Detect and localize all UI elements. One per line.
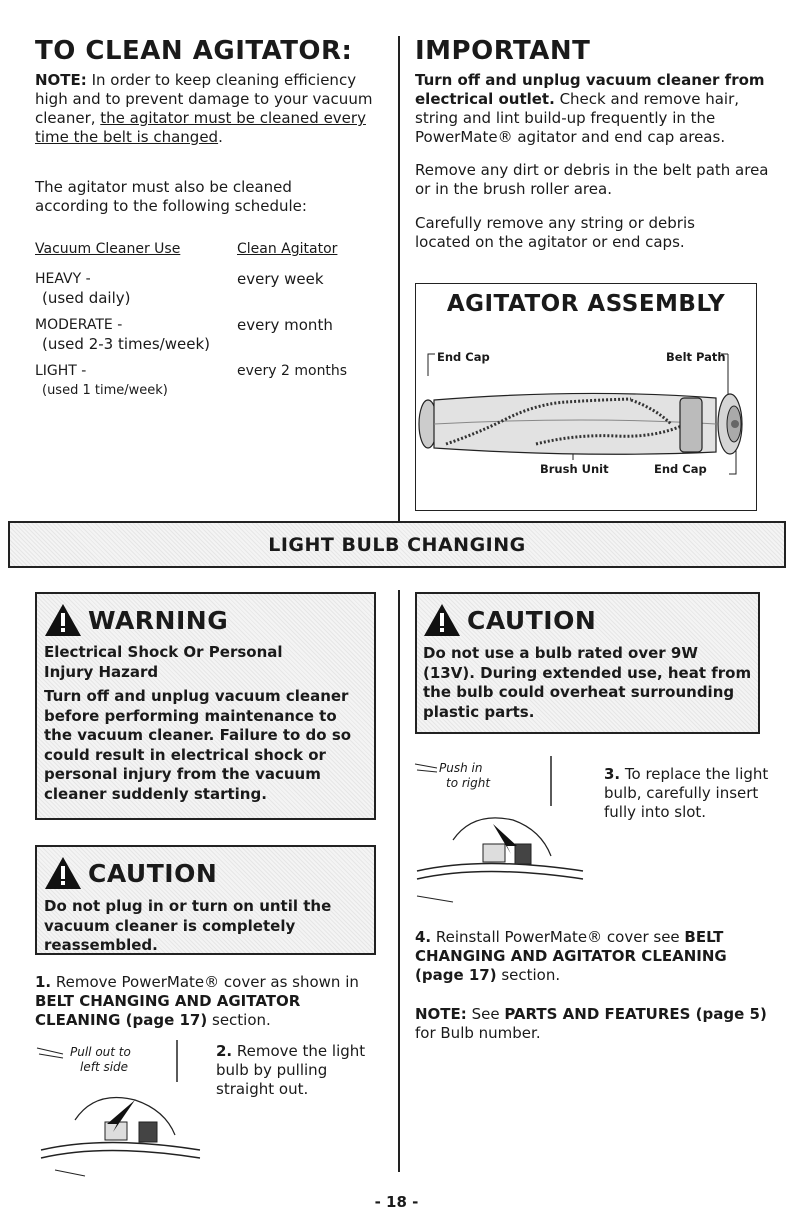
agitator-note	[35, 71, 385, 147]
caution-body: Do not plug in or turn on until the vacuum cleaner is completely reassembled.	[44, 897, 332, 954]
important-p1-text: Check and remove hair, string and lint build-up frequently in the PowerMate® agitator and end cap areas.	[415, 90, 740, 146]
step-2	[216, 1042, 376, 1099]
clean-frequency: every month	[237, 316, 333, 334]
step-2-text: Remove the light bulb by pulling straight out.	[216, 1042, 366, 1098]
caution-box-left	[35, 845, 376, 955]
important-p3: Carefully remove any string or debris located on the agitator or end caps.	[415, 214, 695, 251]
schedule-row	[35, 316, 347, 362]
column-divider-bottom	[398, 590, 400, 1172]
use-detail: (used 1 time/week)	[42, 383, 168, 398]
fig1-label-b: left side	[80, 1060, 129, 1074]
col-header-clean: Clean Agitator	[237, 241, 338, 257]
step-3-text: To replace the light bulb, carefully insert fully into slot.	[604, 765, 769, 821]
label-end-cap-right: End Cap	[654, 462, 707, 476]
page-number: - 18 -	[374, 1193, 419, 1211]
bulb-note-reference: PARTS AND FEATURES (page 5)	[504, 1005, 767, 1023]
step-3-number: 3.	[604, 765, 621, 783]
important-p1	[415, 71, 770, 147]
fig1-label-a: Pull out to	[70, 1045, 131, 1059]
step-3	[604, 765, 774, 822]
fig3-label-a: Push in	[439, 761, 483, 775]
warning-header	[44, 603, 367, 637]
use-level: LIGHT -	[35, 363, 87, 379]
agitator-title: TO CLEAN AGITATOR:	[35, 36, 353, 66]
caution-heading: CAUTION	[88, 858, 218, 888]
schedule-row	[35, 270, 347, 316]
replace-bulb-illustration	[413, 756, 585, 906]
use-detail: (used 2-3 times/week)	[42, 335, 210, 353]
remove-bulb-illustration	[35, 1040, 205, 1178]
use-detail: (used daily)	[42, 289, 131, 307]
figure-remove-bulb	[35, 1040, 205, 1178]
schedule-header-row	[35, 240, 347, 270]
step-4-end: section.	[496, 966, 561, 984]
note-underlined: the agitator must be cleaned every time the belt is changed	[35, 109, 366, 146]
important-title: IMPORTANT	[415, 36, 591, 66]
step-1-text: Remove PowerMate® cover as shown in	[51, 973, 359, 991]
column-divider-top	[398, 36, 400, 521]
figure-replace-bulb	[413, 756, 585, 906]
step-1-reference: BELT CHANGING AND AGITATOR CLEANING (page 17)	[35, 992, 301, 1029]
warning-subhead: Electrical Shock Or Personal Injury Hazard	[44, 643, 283, 681]
warning-triangle-icon	[44, 603, 82, 637]
important-p2: Remove any dirt or debris in the belt path area or in the brush roller area.	[415, 161, 769, 198]
caution-header	[44, 856, 367, 890]
assembly-title: AGITATOR ASSEMBLY	[446, 291, 726, 317]
step-1-number: 1.	[35, 973, 52, 991]
label-belt-path: Belt Path	[666, 350, 726, 364]
step-1-end: section.	[207, 1011, 271, 1029]
bulb-note	[415, 1005, 780, 1043]
schedule-intro: The agitator must also be cleaned according to the following schedule:	[35, 178, 307, 215]
step-4-text: Reinstall PowerMate® cover see	[431, 928, 685, 946]
step-1	[35, 973, 380, 1030]
warning-triangle-icon	[423, 603, 461, 637]
section-title: LIGHT BULB CHANGING	[268, 534, 526, 556]
warning-box	[35, 592, 376, 820]
agitator-assembly-box	[415, 283, 757, 511]
note-end: .	[218, 128, 223, 146]
label-end-cap-left: End Cap	[437, 350, 490, 364]
step-4-number: 4.	[415, 928, 432, 946]
note-label: NOTE:	[35, 71, 87, 89]
warning-heading: WARNING	[88, 605, 229, 635]
section-banner	[8, 521, 786, 568]
caution-body: Do not use a bulb rated over 9W (13V). During extended use, heat from the bulb could overheat surrounding plastic parts.	[423, 644, 752, 721]
bulb-note-text: See	[466, 1005, 505, 1023]
caution-heading: CAUTION	[467, 605, 597, 635]
col-header-use: Vacuum Cleaner Use	[35, 241, 181, 257]
note-text: In order to keep cleaning efficiency high and to prevent damage to your vacuum cleaner,	[35, 71, 373, 127]
important-p1-bold: Turn off and unplug vacuum cleaner from electrical outlet.	[415, 71, 765, 108]
use-level: HEAVY -	[35, 271, 91, 287]
clean-frequency: every week	[237, 270, 324, 288]
step-4	[415, 928, 745, 985]
bulb-note-end: for Bulb number.	[415, 1024, 541, 1042]
bulb-note-label: NOTE:	[415, 1005, 467, 1023]
step-2-number: 2.	[216, 1042, 233, 1060]
agitator-illustration	[416, 284, 758, 512]
warning-triangle-icon	[44, 856, 82, 890]
clean-frequency: every 2 months	[237, 363, 348, 379]
caution-box-right	[415, 592, 760, 734]
label-brush-unit: Brush Unit	[540, 462, 609, 476]
schedule-table	[35, 240, 347, 400]
warning-body: Turn off and unplug vacuum cleaner before performing maintenance to the vacuum cleaner. Failure to do so could result in electrical shock or personal injury from the vacuum cleaner suddenly starting.	[44, 687, 352, 803]
use-level: MODERATE -	[35, 317, 123, 333]
caution-header	[423, 603, 752, 637]
schedule-row	[35, 362, 347, 400]
step-4-reference: BELT CHANGING AND AGITATOR CLEANING (page 17)	[415, 928, 727, 984]
fig3-label-b: to right	[446, 776, 491, 790]
